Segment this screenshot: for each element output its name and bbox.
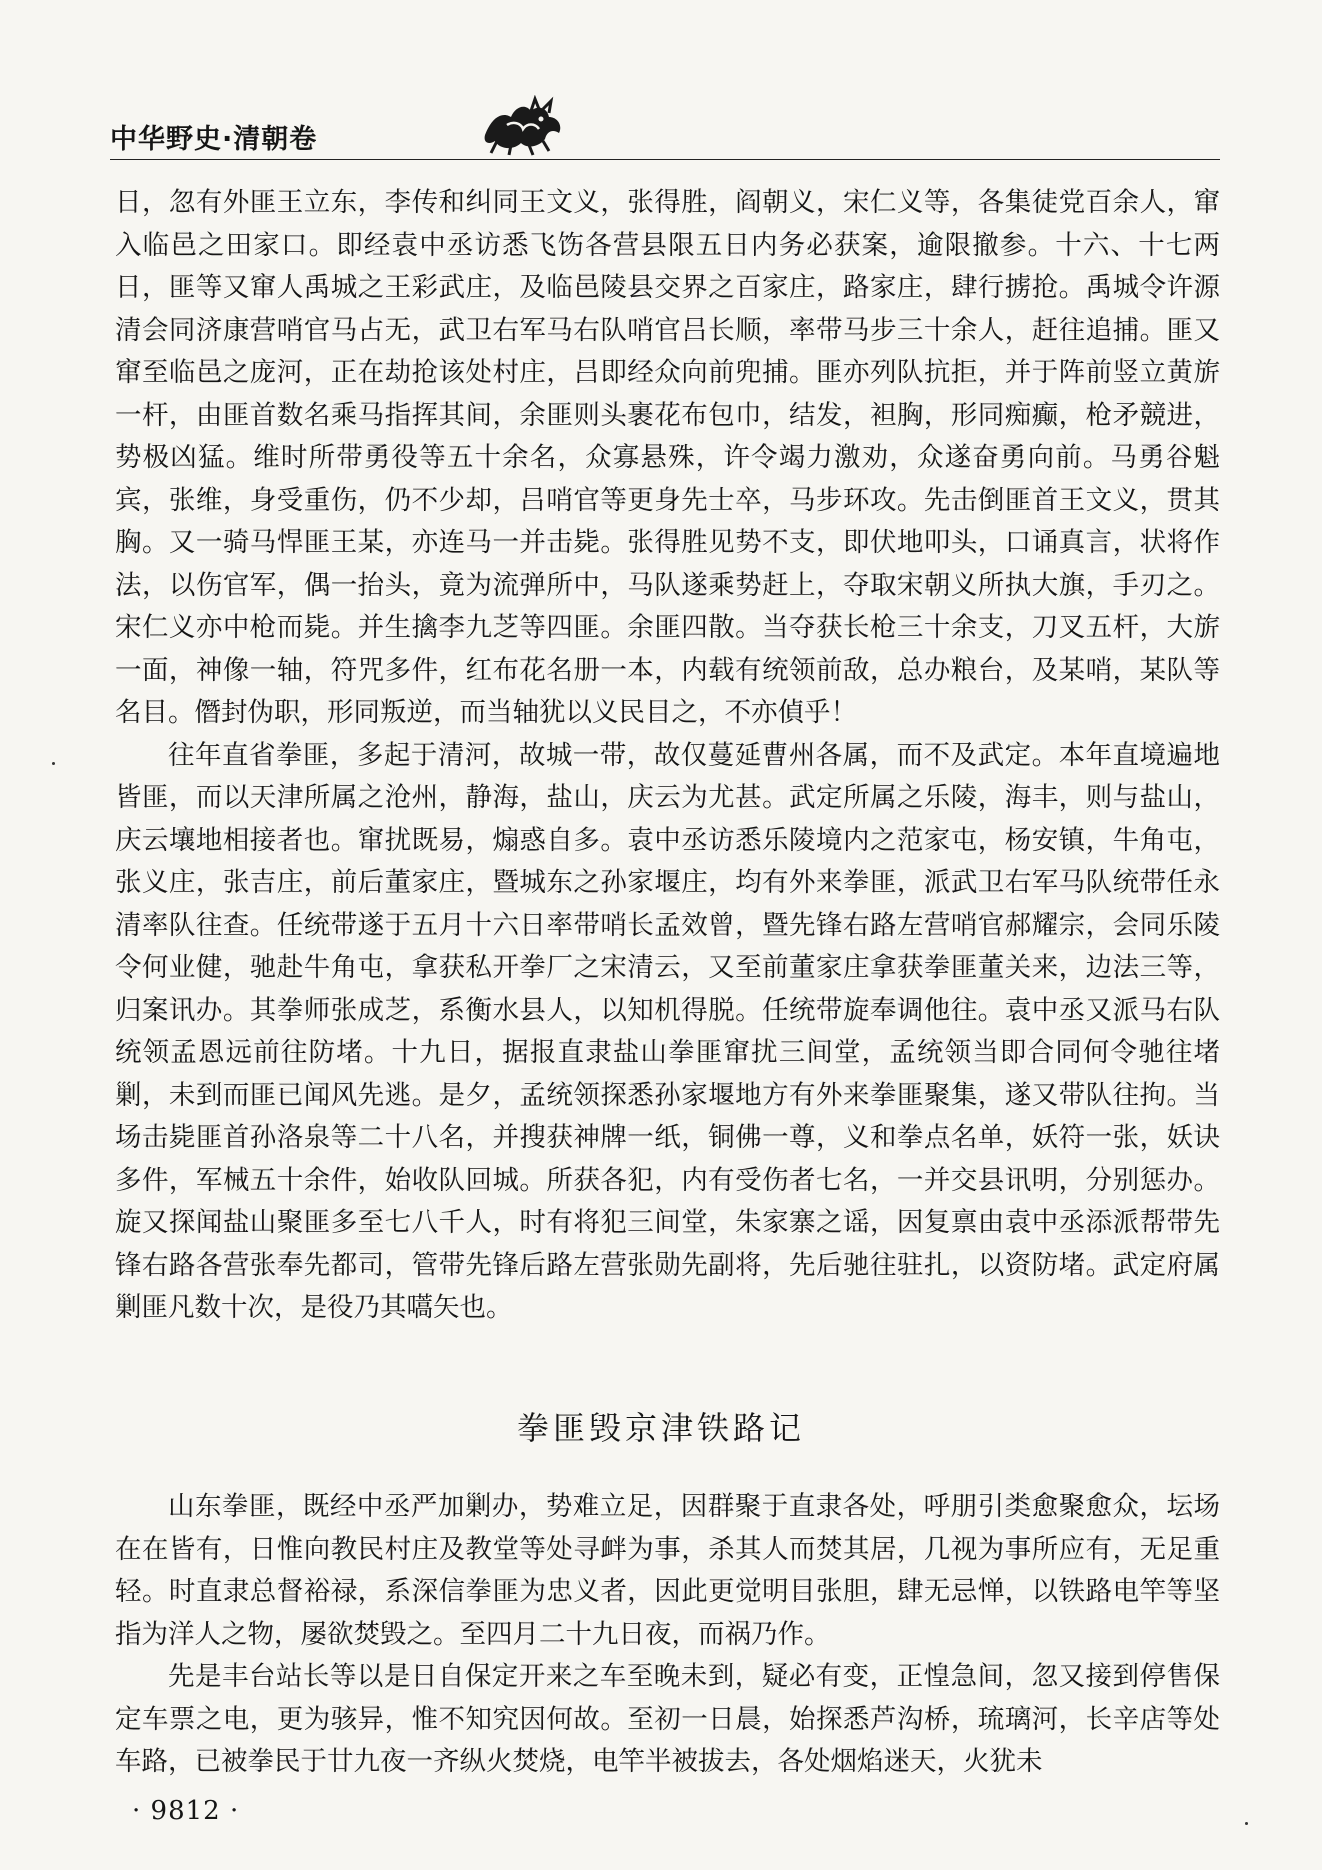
- paragraph: 往年直省拳匪，多起于清河，故城一带，故仅蔓延曹州各属，而不及武定。本年直境遍地皆匪，而以天津所属之沧州，静海，盐山，庆云为尤甚。武定所属之乐陵，海丰，则与盐山，庆云壤地相接者也。窜扰既易，煽惑自多。袁中丞访悉乐陵境内之范家屯，杨安镇，牛角屯，张义庄，张吉庄，前后董家庄，暨城东之孙家堰庄，均有外来拳匪，派武卫右军马队统带任永清率队往查。任统带遂于五月十六日率带哨长孟效曾，暨先锋右路左营哨官郝耀宗，会同乐陵令何业健，驰赴牛角屯，拿获私开拳厂之宋清云，又至前董家庄拿获拳匪董关来，边法三等，归案讯办。其拳师张成芝，系衡水县人，以知机得脱。任统带旋奉调他往。袁中丞又派马右队统领孟恩远前往防堵。十九日，据报直隶盐山拳匪窜扰三间堂，孟统领当即合同何令驰往堵剿，未到而匪已闻风先逃。是夕，孟统领探悉孙家堰地方有外来拳匪聚集，遂又带队往拘。当场击毙匪首孙洛泉等二十八名，并搜获神牌一纸，铜佛一尊，义和拳点名单，妖符一张，妖诀多件，军械五十余件，始收队回城。所获各犯，内有受伤者七名，一并交县讯明，分别惩办。旋又探闻盐山聚匪多至七八千人，时有将犯三间堂，朱家寨之谣，因复禀由袁中丞添派帮带先锋右路各营张奉先都司，管带先锋后路左营张勋先副将，先后驰往驻扎，以资防堵。武定府属剿匪凡数十次，是役乃其嚆矢也。: [115, 739, 1220, 1323]
- paragraph: 先是丰台站长等以是日自保定开来之车至晚未到，疑必有变，正惶急间，忽又接到停售保定车票之电，更为骇异，惟不知究因何故。至初一日晨，始探悉芦沟桥，琉璃河，长辛店等处车路，已被拳民于廿九夜一齐纵火焚烧，电竿半被拔去，各处烟焰迷天，火犹未: [115, 1661, 1220, 1777]
- book-title: 中华野史·清朝卷: [110, 124, 318, 155]
- dragon-logo-icon: [477, 95, 567, 157]
- running-header: [110, 95, 1220, 165]
- body-section-2: [115, 1486, 1220, 1784]
- body-section-1: [115, 182, 1220, 1330]
- page-number: · 9812 ·: [132, 1796, 240, 1826]
- paragraph-continued: 日，忽有外匪王立东，李传和纠同王文义，张得胜，阎朝义，宋仁义等，各集徒党百余人，窜入临邑之田家口。即经袁中丞访悉飞饬各营县限五日内务必获案，逾限撤参。十六、十七两日，匪等又窜人禹城之王彩武庄，及临邑陵县交界之百家庄，路家庄，肆行掳抢。禹城令许源清会同济康营哨官马占无，武卫右军马右队哨官吕长顺，率带马步三十余人，赶往追捕。匪又窜至临邑之庞河，正在劫抢该处村庄，吕即经众向前兜捕。匪亦列队抗拒，并于阵前竖立黄旂一杆，由匪首数名乘马指挥其间，余匪则头裹花布包巾，结发，袒胸，形同痴癫，枪矛競进，势极凶猛。维时所带勇役等五十余名，众寡悬殊，许令竭力激劝，众遂奋勇向前。马勇谷魁宾，张维，身受重伤，仍不少却，吕哨官等更身先士卒，马步环攻。先击倒匪首王文义，贯其胸。又一骑马悍匪王某，亦连马一并击毙。张得胜见势不支，即伏地叩头，口诵真言，状将作法，以伤官军，偶一抬头，竟为流弹所中，马队遂乘势赶上，夺取宋朝义所执大旗，手刃之。宋仁义亦中枪而毙。并生擒李九芝等四匪。余匪四散。当夺获长枪三十余支，刀叉五杆，大旂一面，神像一轴，符咒多件，红布花名册一本，内载有统领前敌，总办粮台，及某哨，某队等名目。僭封伪职，形同叛逆，而当轴犹以义民目之，不亦偵乎！: [115, 187, 1220, 728]
- header-rule: [110, 159, 1220, 160]
- scan-speck: [1245, 1822, 1248, 1825]
- paragraph: 山东拳匪，既经中丞严加剿办，势难立足，因群聚于直隶各处，呼朋引类愈聚愈众，坛场在在皆有，日惟向教民村庄及教堂等处寻衅为事，杀其人而焚其居，几视为事所应有，无足重轻。时直隶总督裕禄，系深信拳匪为忠义者，因此更觉明目张胆，肆无忌惮，以铁路电竿等坚指为洋人之物，屡欲焚毁之。至四月二十九日夜，而祸乃作。: [115, 1491, 1220, 1650]
- scan-speck: [52, 762, 55, 765]
- section-title: 拳匪毁京津铁路记: [516, 1409, 805, 1447]
